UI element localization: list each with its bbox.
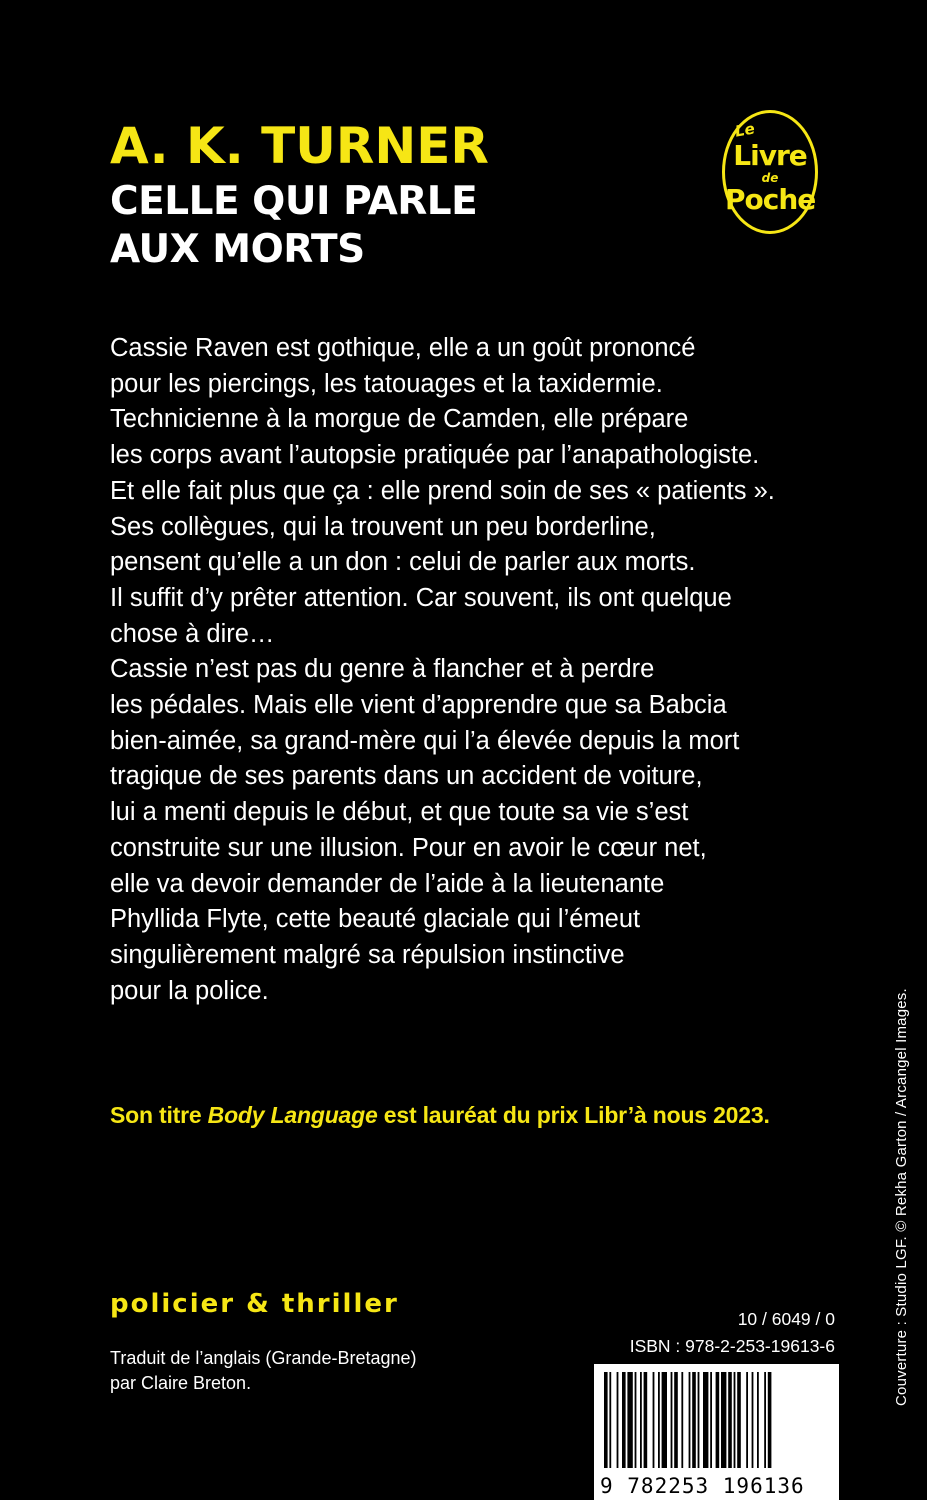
barcode-bar	[737, 1372, 741, 1468]
barcode-bar	[764, 1372, 766, 1468]
blurb-text	[110, 331, 830, 1009]
blurb-line: Il suffit d’y prêter attention. Car souvent, ils ont quelque	[110, 583, 732, 612]
award-text: est lauréat du prix Libr’à nous 2023.	[377, 1102, 770, 1128]
barcode-bar	[662, 1372, 667, 1468]
barcode-bar	[721, 1372, 726, 1468]
blurb-line: pensent qu’elle a un don : celui de parler aux morts.	[110, 548, 696, 577]
barcode-bar	[734, 1372, 736, 1468]
barcode-bar	[757, 1372, 759, 1468]
barcode-bar	[604, 1372, 608, 1468]
barcode-bar	[710, 1372, 712, 1468]
blurb-line: bien-aimée, sa grand-mère qui l’a élevée depuis la mort	[110, 726, 740, 755]
blurb-line: pour la police.	[110, 976, 269, 1005]
award-note	[110, 1098, 770, 1132]
blurb-line: pour les piercings, les tatouages et la taxidermie.	[110, 369, 663, 398]
blurb-line: elle va devoir demander de l’aide à la lieutenante	[110, 869, 665, 898]
blurb-line: Technicienne à la morgue de Camden, elle prépare	[110, 405, 689, 434]
logo-text: Poche	[725, 183, 816, 216]
barcode-bar	[617, 1372, 619, 1468]
barcode-bar	[674, 1372, 678, 1468]
publisher-logo	[722, 110, 818, 234]
author-name: A. K. TURNER	[110, 117, 489, 175]
barcode-bar	[716, 1372, 720, 1468]
translator-line: Traduit de l’anglais (Grande-Bretagne)	[110, 1348, 417, 1368]
blurb-line: construite sur une illusion. Pour en avoir le cœur net,	[110, 833, 707, 862]
barcode-bar	[698, 1372, 700, 1468]
logo-text: de	[761, 171, 779, 185]
book-title	[110, 178, 477, 274]
barcode-bar	[609, 1372, 611, 1468]
barcode-bar	[627, 1372, 632, 1468]
barcode	[594, 1364, 839, 1500]
barcode-bar	[622, 1372, 626, 1468]
logo-text: Le	[733, 119, 757, 141]
blurb-line: tragique de ses parents dans un accident de voiture,	[110, 762, 703, 791]
barcode-bar	[746, 1372, 748, 1468]
barcode-bar	[692, 1372, 696, 1468]
blurb-line: Ses collègues, qui la trouvent un peu borderline,	[110, 512, 656, 541]
award-text: Son titre	[110, 1102, 208, 1128]
blurb-line: chose à dire…	[110, 619, 275, 648]
barcode-bar	[689, 1372, 691, 1468]
barcode-bar	[671, 1372, 673, 1468]
translator-credit	[110, 1346, 417, 1396]
barcode-bar	[658, 1372, 660, 1468]
barcode-bar	[768, 1372, 772, 1468]
publication-info	[630, 1306, 835, 1360]
cover-credit: Couverture : Studio LGF. © Rekha Garton / Arcangel Images.	[893, 988, 910, 1406]
barcode-bar	[640, 1372, 642, 1468]
translator-line: par Claire Breton.	[110, 1373, 252, 1393]
barcode-digits: 9 782253 196136	[600, 1474, 805, 1498]
blurb-line: lui a menti depuis le début, et que toute sa vie s’est	[110, 798, 689, 827]
barcode-bar	[653, 1372, 655, 1468]
blurb-line: Et elle fait plus que ça : elle prend soin de ses « patients ».	[110, 476, 775, 505]
title-line: CELLE QUI PARLE	[110, 179, 478, 224]
blurb-line: les pédales. Mais elle vient d’apprendre que sa Babcia	[110, 691, 727, 720]
title-line: AUX MORTS	[110, 227, 365, 272]
reference-number: 10 / 6049 / 0	[737, 1309, 835, 1329]
genre-label: policier & thriller	[110, 1289, 399, 1319]
blurb-line: singulièrement malgré sa répulsion instinctive	[110, 940, 625, 969]
isbn: ISBN : 978-2-253-19613-6	[629, 1336, 835, 1356]
award-book-title: Body Language	[207, 1102, 378, 1128]
barcode-bar	[644, 1372, 648, 1468]
barcode-bar	[728, 1372, 732, 1468]
blurb-line: Cassie Raven est gothique, elle a un goût prononcé	[110, 334, 696, 362]
barcode-bar	[752, 1372, 754, 1468]
blurb-line: les corps avant l’autopsie pratiquée par l’anapathologiste.	[110, 441, 760, 470]
logo-text: Livre	[733, 139, 807, 172]
barcode-bar	[703, 1372, 708, 1468]
blurb-line: Phyllida Flyte, cette beauté glaciale qui l’émeut	[110, 905, 641, 934]
barcode-bar	[635, 1372, 637, 1468]
barcode-bars-icon	[598, 1372, 835, 1468]
blurb-line: Cassie n’est pas du genre à flancher et à perdre	[110, 655, 655, 684]
barcode-bar	[681, 1372, 683, 1468]
